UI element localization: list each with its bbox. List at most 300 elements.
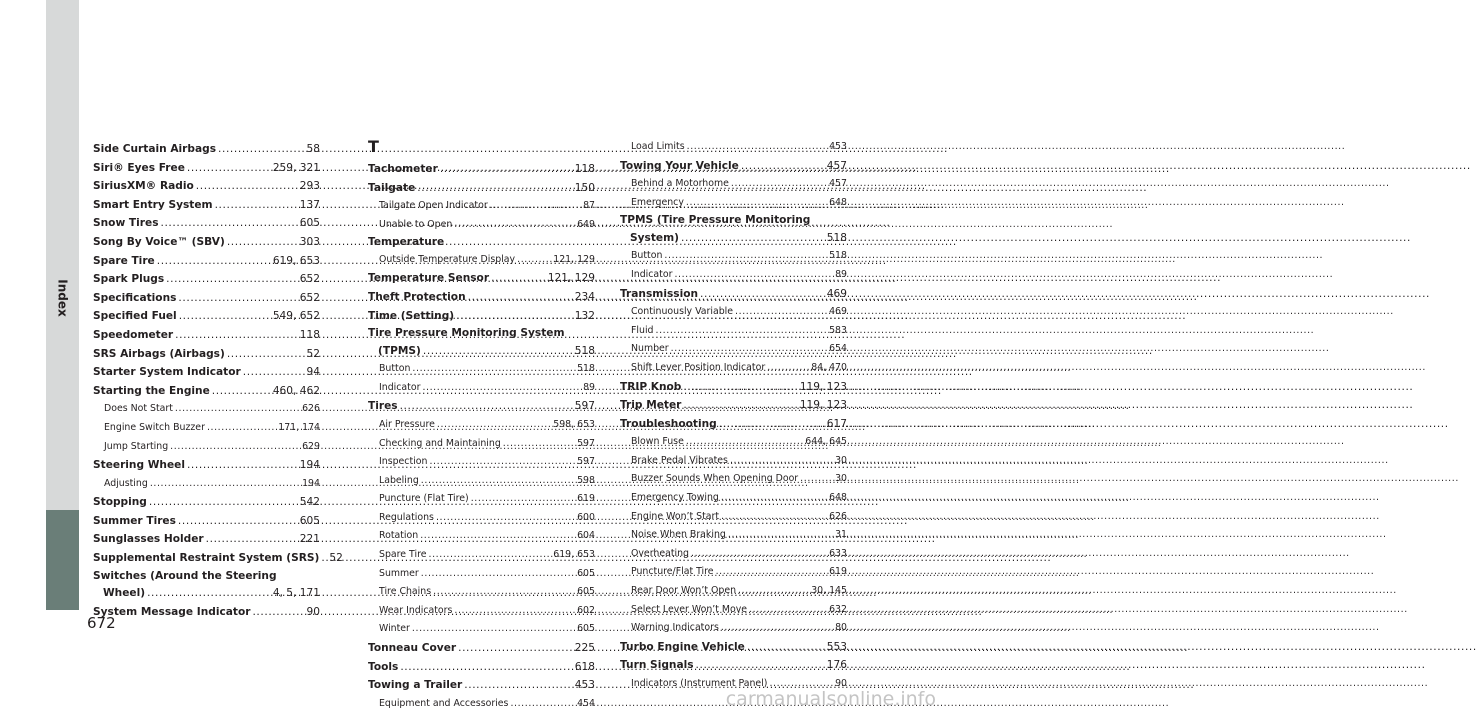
index-entry xyxy=(620,601,847,620)
leader-dots xyxy=(178,289,297,308)
leader-dots xyxy=(417,179,573,198)
index-term: Turbo Engine Vehicle xyxy=(620,640,745,653)
index-entry xyxy=(93,307,320,326)
index-term: Tailgate xyxy=(368,181,416,194)
index-entry xyxy=(620,638,847,657)
index-entry xyxy=(620,247,847,266)
page-reference: 605 xyxy=(299,217,320,230)
page-reference: 626 xyxy=(302,403,320,415)
index-term: Continuously Variable xyxy=(631,306,734,318)
leader-dots xyxy=(433,583,575,602)
index-term: Time (Setting) xyxy=(368,309,455,322)
index-entry xyxy=(620,526,847,545)
index-term: Emergency xyxy=(631,196,684,208)
leader-dots xyxy=(687,138,827,157)
index-term: Air Pressure xyxy=(379,418,435,430)
page-reference: 648 xyxy=(829,196,847,208)
leader-dots xyxy=(656,322,828,341)
leader-dots xyxy=(716,563,828,582)
index-entry xyxy=(620,340,847,359)
index-entry xyxy=(368,216,595,235)
leader-dots xyxy=(721,508,827,527)
index-column-3 xyxy=(620,138,847,694)
leader-dots xyxy=(728,526,833,545)
leader-dots xyxy=(175,400,300,419)
index-entry xyxy=(620,563,847,582)
page-reference: 132 xyxy=(574,309,595,322)
index-term: (TPMS) xyxy=(378,344,421,357)
leader-dots xyxy=(696,656,825,675)
leader-dots xyxy=(749,601,827,620)
footer-watermark: carmanualsonline.info xyxy=(725,688,936,710)
leader-dots xyxy=(458,639,573,658)
index-term: Starting the Engine xyxy=(93,384,210,397)
index-term: Specifications xyxy=(93,291,177,304)
page-reference: 30 xyxy=(835,473,847,485)
index-entry xyxy=(93,530,320,549)
page-reference: 30, 145 xyxy=(811,585,847,597)
index-term: Load Limits xyxy=(631,141,685,152)
index-term: Engine Won’t Start xyxy=(631,510,720,522)
index-term: Switches (Around the Steering xyxy=(93,569,277,582)
index-term: Indicator xyxy=(631,268,673,280)
page-reference: 602 xyxy=(577,604,595,616)
page-reference: 518 xyxy=(826,231,847,244)
index-entry xyxy=(368,527,595,546)
index-entry xyxy=(93,475,320,494)
page-reference: 58 xyxy=(306,143,320,155)
page-reference: 600 xyxy=(577,511,595,523)
index-entry xyxy=(368,658,595,677)
page-reference: 121, 129 xyxy=(547,272,595,285)
index-entry xyxy=(368,583,595,602)
leader-dots xyxy=(166,270,298,289)
index-term: Summer Tires xyxy=(93,514,176,527)
leader-dots xyxy=(731,175,827,194)
leader-dots xyxy=(161,214,298,233)
index-entry xyxy=(620,452,847,471)
index-entry xyxy=(620,175,847,194)
page-reference: 137 xyxy=(299,198,320,211)
page-reference: 619 xyxy=(829,566,847,578)
index-term: Labeling xyxy=(379,474,419,486)
index-entry xyxy=(620,303,847,322)
index-term: Tire Chains xyxy=(379,586,432,598)
index-entry xyxy=(368,379,595,398)
page-reference: 598 xyxy=(577,474,595,486)
page-reference: 518 xyxy=(577,363,595,375)
index-term: Spare Tire xyxy=(93,254,155,267)
index-entry xyxy=(620,508,847,527)
leader-dots xyxy=(436,509,575,528)
index-tab-label: Index xyxy=(55,279,70,317)
page-reference: 31 xyxy=(835,529,847,541)
page-reference: 604 xyxy=(577,530,595,542)
leader-dots xyxy=(456,307,573,326)
index-term: Unable to Open xyxy=(379,218,453,230)
page-reference: 619 xyxy=(577,493,595,505)
leader-dots xyxy=(157,252,271,271)
index-entry xyxy=(93,438,320,457)
index-entry xyxy=(368,695,595,714)
leader-dots xyxy=(468,288,573,307)
page-reference: 150 xyxy=(574,181,595,194)
page-reference: 632 xyxy=(829,603,847,615)
page-reference: 597 xyxy=(577,456,595,468)
index-entry xyxy=(620,194,847,213)
index-entry xyxy=(368,416,595,435)
leader-dots xyxy=(421,565,575,584)
leader-dots xyxy=(412,360,575,379)
index-entry xyxy=(620,619,847,638)
index-entry xyxy=(620,656,847,675)
index-entry xyxy=(368,602,595,621)
page-reference: 80 xyxy=(835,622,847,634)
index-term: Sunglasses Holder xyxy=(93,533,204,546)
page-reference: 52 xyxy=(329,552,343,565)
leader-dots xyxy=(747,638,825,657)
index-entry xyxy=(368,325,595,341)
index-term: Song By Voice™ (SBV) xyxy=(93,235,225,248)
index-term: Summer xyxy=(379,567,419,579)
index-term: Tire Pressure Monitoring System xyxy=(368,327,565,340)
page-reference: 194 xyxy=(302,477,320,489)
index-entry xyxy=(93,568,320,584)
index-term: Tachometer xyxy=(368,163,438,175)
index-entry xyxy=(620,582,847,601)
index-term: Brake Pedal Vibrates xyxy=(631,454,728,466)
page-reference: 652 xyxy=(299,273,320,286)
page-reference: 619, 653 xyxy=(553,549,595,561)
index-entry xyxy=(368,472,595,491)
page-reference: 90 xyxy=(306,605,320,618)
index-entry xyxy=(620,489,847,508)
index-entry xyxy=(93,419,320,438)
index-term: Winter xyxy=(379,623,410,635)
index-entry xyxy=(93,252,320,271)
index-term: Steering Wheel xyxy=(93,459,185,472)
page-reference: 618 xyxy=(574,660,595,673)
page-reference: 30 xyxy=(835,454,847,466)
page-reference: 118 xyxy=(299,328,320,341)
leader-dots xyxy=(429,546,552,565)
page-reference: 597 xyxy=(574,400,595,413)
index-term: Buzzer Sounds When Opening Door xyxy=(631,473,799,485)
index-entry xyxy=(620,285,847,304)
index-term: Starter System Indicator xyxy=(93,366,241,379)
index-term: Tools xyxy=(368,660,399,673)
index-term: System Message Indicator xyxy=(93,605,251,618)
page-reference: 4, 5, 171 xyxy=(272,587,320,600)
page-reference: 469 xyxy=(826,287,847,300)
index-term: Button xyxy=(631,250,663,262)
index-term: Blown Fuse xyxy=(631,436,684,448)
index-term: Equipment and Accessories xyxy=(379,697,509,709)
index-entry xyxy=(620,415,847,434)
index-term: Wheel) xyxy=(103,587,146,600)
index-term: SRS Airbags (Airbags) xyxy=(93,347,225,360)
index-term: Turn Signals xyxy=(620,659,694,672)
page-reference: 303 xyxy=(299,235,320,248)
page-reference: 52 xyxy=(306,347,320,360)
leader-dots xyxy=(179,307,271,326)
leader-dots xyxy=(700,285,825,304)
index-entry xyxy=(93,345,320,364)
index-term: Snow Tires xyxy=(93,217,159,230)
index-term: Indicators (Instrument Panel) xyxy=(631,678,768,690)
index-term: Fluid xyxy=(631,324,654,336)
index-entry xyxy=(368,565,595,584)
index-term: Emergency Towing xyxy=(631,492,719,504)
page-reference: 460, 462 xyxy=(272,384,320,397)
index-entry xyxy=(93,549,343,568)
page-reference: 583 xyxy=(829,324,847,336)
index-term: Towing Your Vehicle xyxy=(620,159,739,172)
index-term: Spark Plugs xyxy=(93,273,165,286)
index-entry xyxy=(620,229,847,248)
page-reference: 94 xyxy=(306,366,320,379)
leader-dots xyxy=(454,216,575,235)
index-term: Spare Tire xyxy=(379,549,427,561)
page-reference: 119, 123 xyxy=(799,380,847,393)
index-entry xyxy=(93,363,320,382)
index-term: Wear Indicators xyxy=(379,604,453,616)
index-entry xyxy=(368,179,595,198)
index-entry xyxy=(93,270,320,289)
index-entry xyxy=(93,214,320,233)
index-term: Tires xyxy=(368,400,398,413)
leader-dots xyxy=(187,456,298,475)
leader-dots xyxy=(196,177,298,196)
index-column-2-entries xyxy=(368,160,595,713)
index-term: Checking and Maintaining xyxy=(379,437,501,449)
leader-dots xyxy=(664,247,827,266)
index-term: Rear Door Won’t Open xyxy=(631,585,737,597)
index-entry xyxy=(93,326,320,345)
page-reference: 87 xyxy=(583,200,595,212)
leader-dots xyxy=(517,251,551,270)
leader-dots xyxy=(767,359,809,378)
leader-dots xyxy=(252,603,304,622)
leader-dots xyxy=(178,512,298,531)
leader-dots xyxy=(400,658,572,677)
index-entry xyxy=(620,138,847,157)
page-reference: 89 xyxy=(835,268,847,280)
index-term: Inspection xyxy=(379,456,428,468)
page-reference: 597 xyxy=(577,437,595,449)
leader-dots xyxy=(206,530,298,549)
index-entry xyxy=(368,160,595,179)
index-entry xyxy=(93,512,320,531)
index-entry xyxy=(368,251,595,270)
leader-dots xyxy=(464,676,572,695)
index-term: Outside Temperature Display xyxy=(379,253,516,265)
leader-dots xyxy=(800,470,833,489)
page-reference: 454 xyxy=(577,697,595,709)
index-term: Regulations xyxy=(379,511,434,523)
index-term: Troubleshooting xyxy=(620,417,717,430)
index-term: Does Not Start xyxy=(104,403,173,415)
page-reference: 649 xyxy=(577,218,595,230)
index-entry xyxy=(368,546,595,565)
index-term: System) xyxy=(630,231,679,244)
index-entry xyxy=(93,456,320,475)
index-term: SiriusXM® Radio xyxy=(93,180,194,193)
page-reference: 542 xyxy=(299,496,320,509)
leader-dots xyxy=(503,435,575,454)
index-term: Temperature Sensor xyxy=(368,272,490,285)
page-reference: 598, 653 xyxy=(553,418,595,430)
index-term: Towing a Trailer xyxy=(368,679,463,692)
leader-dots xyxy=(691,545,827,564)
page-reference: 553 xyxy=(826,640,847,653)
leader-dots xyxy=(150,475,300,494)
page-reference: 119, 123 xyxy=(799,399,847,412)
leader-dots xyxy=(175,326,298,345)
leader-dots xyxy=(491,269,546,288)
leader-dots xyxy=(674,266,833,285)
leader-dots xyxy=(147,584,271,603)
page-reference: 605 xyxy=(577,623,595,635)
leader-dots xyxy=(149,493,298,512)
index-term: TPMS (Tire Pressure Monitoring xyxy=(620,214,811,227)
index-entry xyxy=(620,378,847,397)
index-entry xyxy=(368,269,595,288)
leader-dots xyxy=(440,160,573,179)
leader-dots xyxy=(681,229,825,248)
index-term: Button xyxy=(379,363,411,375)
leader-dots xyxy=(437,416,551,435)
index-term: Tonneau Cover xyxy=(368,642,457,655)
index-entry xyxy=(93,233,320,252)
index-entry xyxy=(368,360,595,379)
index-entry xyxy=(620,322,847,341)
index-term: Puncture (Flat Tire) xyxy=(379,493,469,505)
page-reference: 617 xyxy=(826,417,847,430)
page-reference: 648 xyxy=(829,492,847,504)
index-entry xyxy=(93,159,320,178)
leader-dots xyxy=(686,194,827,213)
page-reference: 259, 321 xyxy=(272,161,320,174)
leader-dots xyxy=(422,379,581,398)
index-entry xyxy=(620,157,847,176)
page-reference: 176 xyxy=(826,659,847,672)
index-term: Behind a Motorhome xyxy=(631,178,729,190)
page-reference: 605 xyxy=(299,514,320,527)
leader-dots xyxy=(215,196,298,215)
leader-dots xyxy=(243,363,305,382)
index-entry xyxy=(368,197,595,216)
page-reference: 605 xyxy=(577,567,595,579)
leader-dots xyxy=(741,157,825,176)
index-term: Transmission xyxy=(620,287,699,300)
index-term: Indicator xyxy=(379,381,421,393)
leader-dots xyxy=(187,159,271,178)
index-entry xyxy=(93,493,320,512)
index-entry xyxy=(368,288,595,307)
index-entry xyxy=(93,603,320,622)
index-entry xyxy=(93,400,320,419)
leader-dots xyxy=(412,620,575,639)
index-entry xyxy=(93,177,320,196)
page-reference: 90 xyxy=(835,678,847,690)
page-reference: 654 xyxy=(829,343,847,355)
index-term: Speedometer xyxy=(93,328,174,341)
index-entry xyxy=(368,509,595,528)
page-reference: 453 xyxy=(829,141,847,152)
index-term: Side Curtain Airbags xyxy=(93,143,217,155)
index-tab-marker xyxy=(46,510,79,610)
index-entry xyxy=(620,433,847,452)
index-entry xyxy=(620,470,847,489)
index-term: Supplemental Restraint System (SRS) xyxy=(93,552,320,565)
page-reference: 518 xyxy=(829,250,847,262)
page-reference: 234 xyxy=(574,290,595,303)
index-entry xyxy=(368,490,595,509)
page-reference: 293 xyxy=(299,180,320,193)
index-entry xyxy=(368,397,595,416)
index-entry xyxy=(368,234,595,250)
index-term: Theft Protection xyxy=(368,290,466,303)
page-reference: 121, 129 xyxy=(553,253,595,265)
leader-dots xyxy=(207,419,276,438)
index-entry xyxy=(620,396,847,415)
index-term: Engine Switch Buzzer xyxy=(104,421,205,433)
page-reference: 626 xyxy=(829,510,847,522)
index-term: Specified Fuel xyxy=(93,310,177,323)
page-reference: 171, 174 xyxy=(278,421,320,433)
leader-dots xyxy=(423,342,573,361)
index-entry xyxy=(93,584,320,603)
page-reference: 225 xyxy=(574,642,595,655)
leader-dots xyxy=(400,397,573,416)
leader-dots xyxy=(212,382,271,401)
page-reference: 633 xyxy=(829,547,847,559)
index-entry xyxy=(368,676,595,695)
index-entry xyxy=(368,620,595,639)
index-entry xyxy=(93,382,320,401)
page-reference: 629 xyxy=(302,440,320,452)
index-term: Smart Entry System xyxy=(93,198,213,211)
section-letter: T xyxy=(368,137,379,156)
page-reference: 221 xyxy=(299,533,320,546)
page-reference: 118 xyxy=(574,163,595,175)
index-term: Noise When Braking xyxy=(631,529,726,541)
index-term: Stopping xyxy=(93,496,147,509)
leader-dots xyxy=(454,602,575,621)
leader-dots xyxy=(170,438,300,457)
page-number: 672 xyxy=(87,614,116,632)
index-entry xyxy=(93,289,320,308)
index-term: Puncture/Flat Tire xyxy=(631,566,714,578)
leader-dots xyxy=(421,472,575,491)
index-column-1 xyxy=(93,140,343,621)
leader-dots xyxy=(721,619,833,638)
leader-dots xyxy=(510,695,575,714)
page-reference: 89 xyxy=(583,381,595,393)
index-term: Jump Starting xyxy=(104,440,169,452)
leader-dots xyxy=(490,197,581,216)
page-reference: 619, 653 xyxy=(272,254,320,267)
index-entry xyxy=(620,359,847,378)
index-term: TRIP Knob xyxy=(620,380,682,393)
page-reference: 84, 470 xyxy=(811,361,847,373)
index-entry xyxy=(368,453,595,472)
page-reference: 457 xyxy=(826,159,847,172)
leader-dots xyxy=(227,233,298,252)
leader-dots xyxy=(420,527,575,546)
index-term: Shift Lever Position Indicator xyxy=(631,361,766,373)
